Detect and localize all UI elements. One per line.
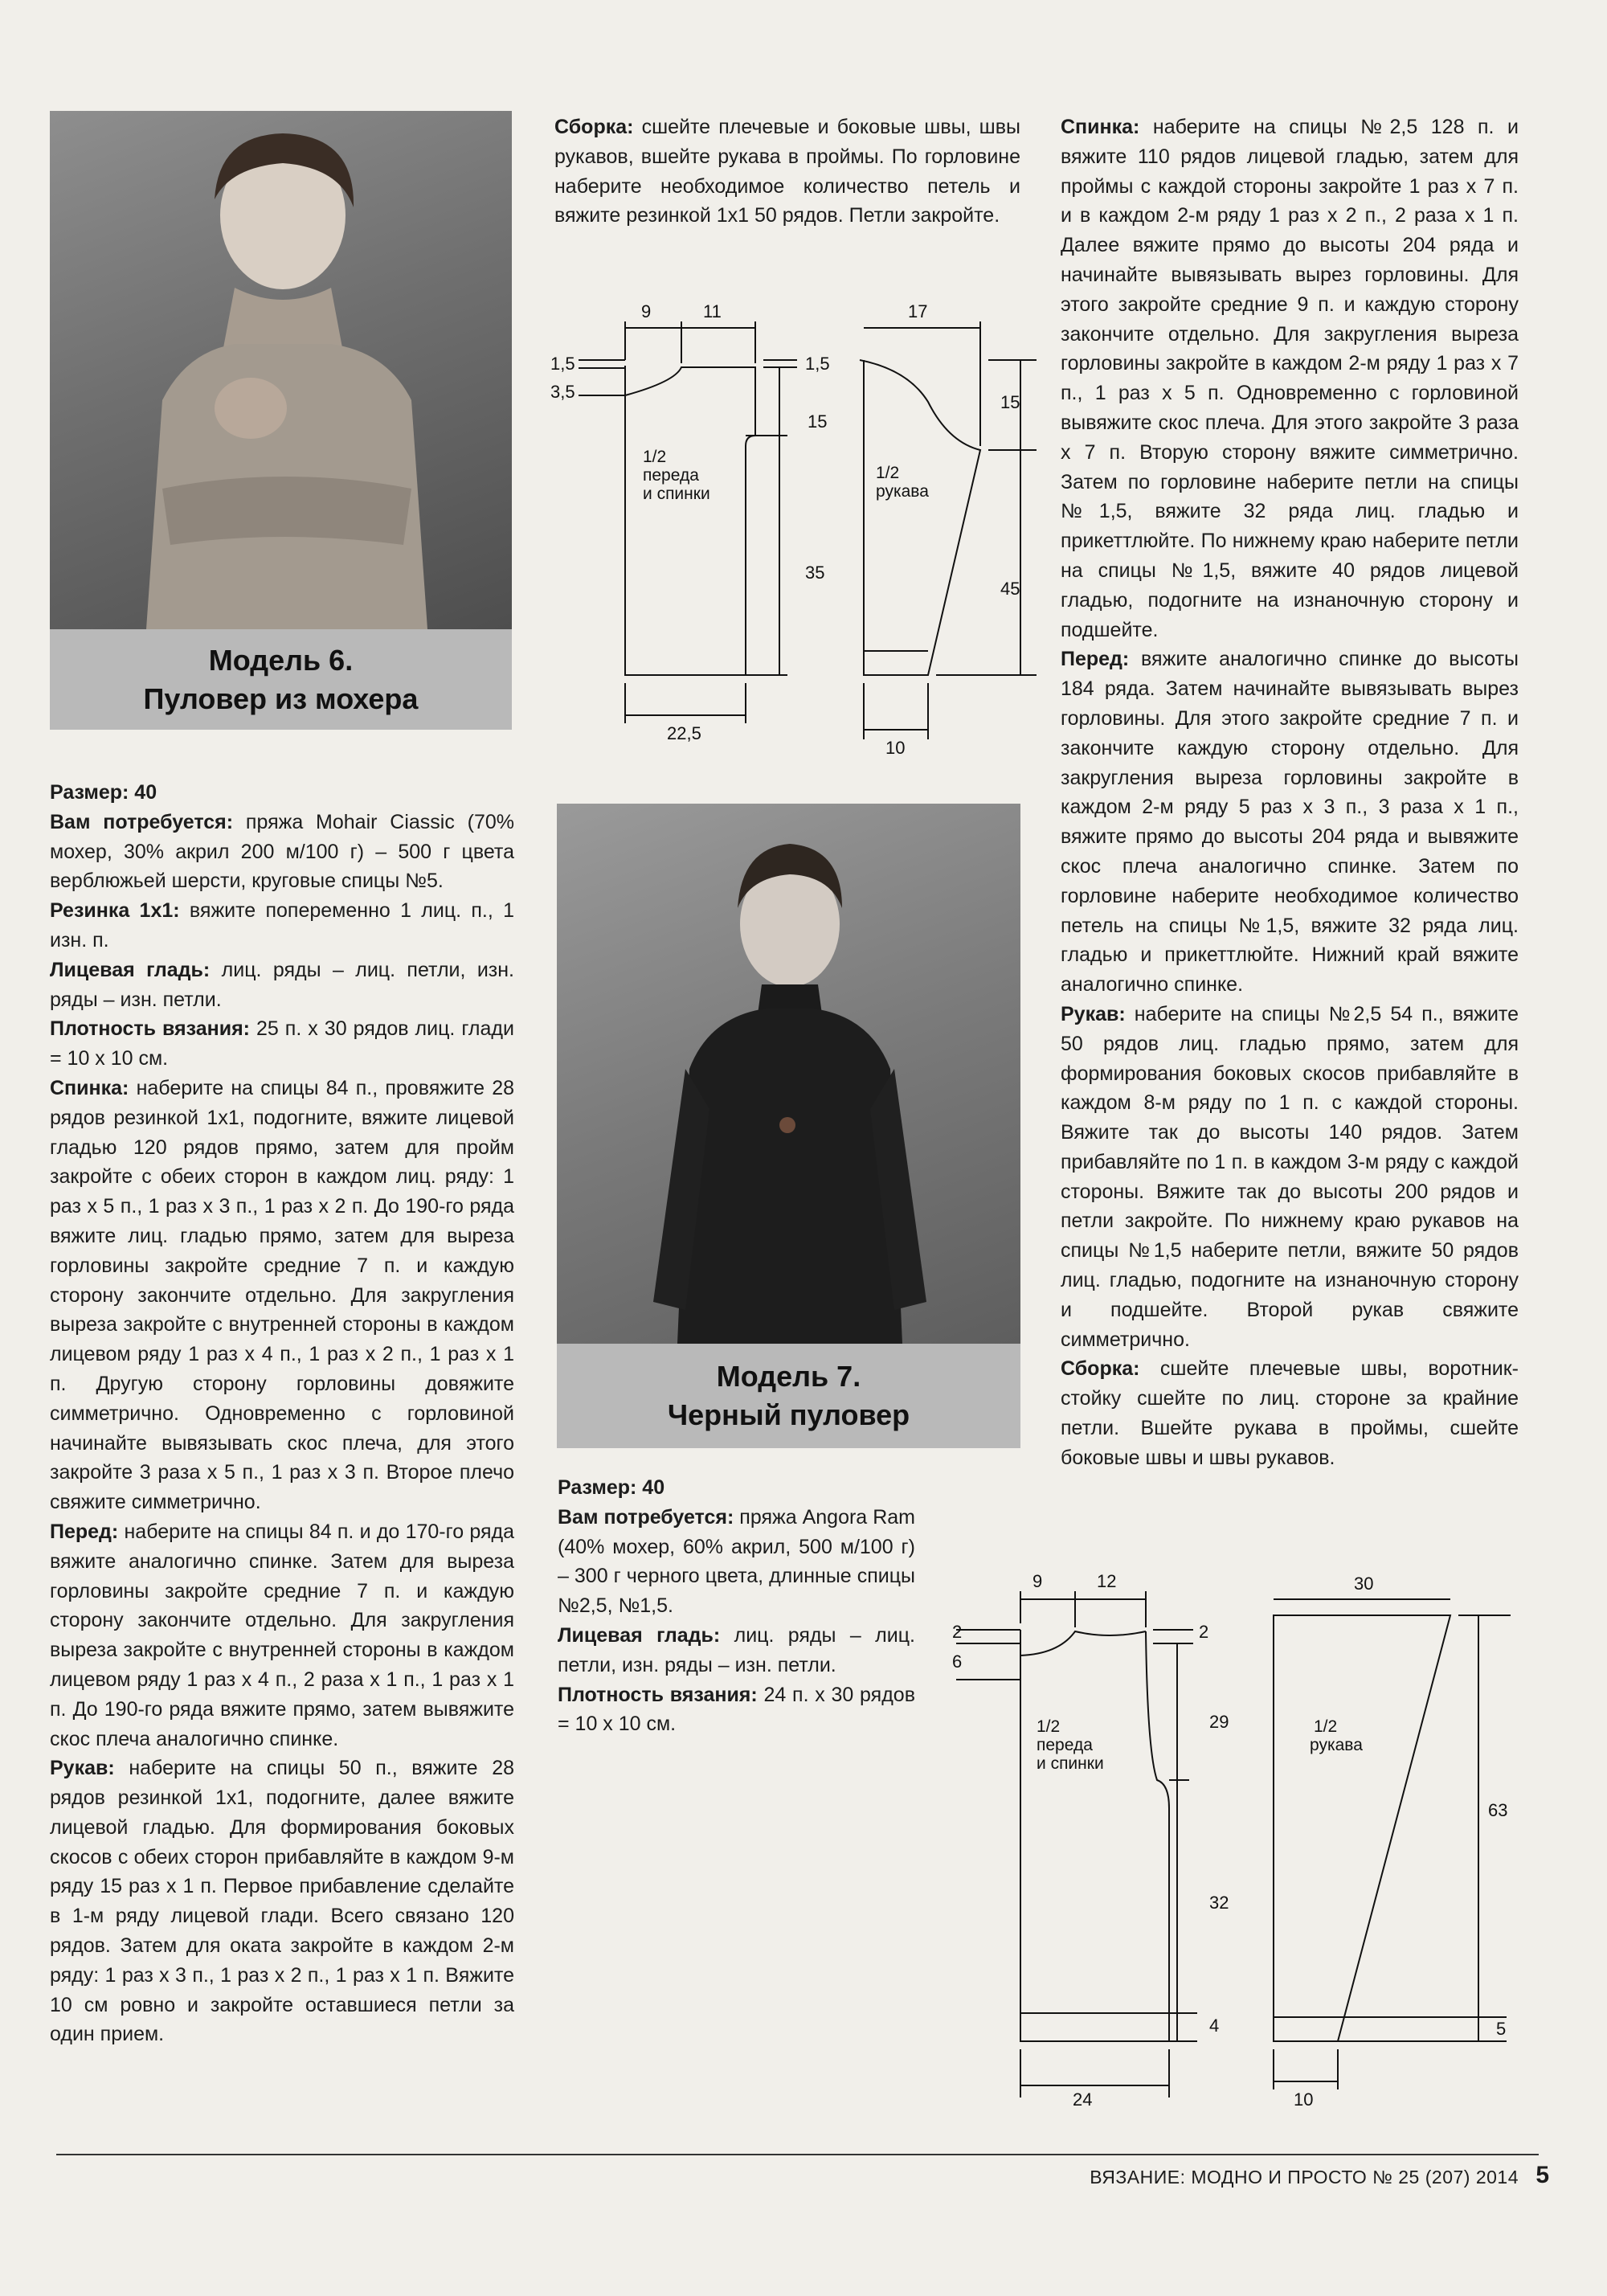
dim-15-body: 15	[808, 411, 828, 432]
dim-30: 30	[1354, 1574, 1374, 1594]
body-label-3: и спинки	[643, 485, 710, 503]
model6-back: Спинка: наберите на спицы 84 п., провяжите 28 рядов резинкой 1х1, подогните, вяжите лицевой гладью 120 рядов прямо, затем для пройм закройте с обеих сторон в каждом лиц. ряду: 1 раз х 5 п., 1 раз х 3 п., 1 раз х 2 п. До 190-го ряда вяжите лиц. гладью прямо, затем для выреза горловины закройте средние 7 п. и каждую сторону закончите отдельно. Для закругления выреза закройте с внутренней стороны в каждом лицевом ряду 1 раз х 4 п., 1 раз х 2 п., 1 раз х 1 п. Другую сторону горловины довяжите симметрично. Одновременно с горловиной начинайте вывязывать скос плеча, для этого закройте 3 раза х 5 п., 1 раз х 3 п. Второе плечо свяжите симметрично.	[50, 1076, 514, 1514]
sleeve-label-1: 1/2	[1314, 1717, 1338, 1736]
dim-22-5: 22,5	[667, 723, 701, 743]
body-label-2: переда	[1037, 1736, 1093, 1754]
model7-size: Размер: 40	[558, 1476, 665, 1499]
model7-front: Перед: вяжите аналогично спинке до высоты 184 ряда. Затем начинайте вывязывать вырез горловины. Для этого закройте средние 7 п. и закончите каждую сторону отдельно. Для закругления выреза горловины закройте в каждом 2-м ряду 5 раз х 3 п., 3 раза х 1 п., вяжите прямо до высоты 204 ряда и вывяжите скос плеча аналогично спинке. Затем по горловине наберите необходимое количество петель на спицы №1,5, вяжите 32 ряда лиц. гладью и прикеттлюйте. Нижний край вяжите аналогично спинке.	[1061, 648, 1519, 997]
dim-1-5-left: 1,5	[550, 354, 575, 374]
model7-sleeve: Рукав: наберите на спицы №2,5 54 п., вяжите 50 рядов лиц. гладью прямо, затем для формирования боковых скосов прибавляйте в каждом 8-м ряду по 1 п. с каждой стороны. Вяжите так до высоты 140 рядов. Затем прибавляйте по 1 п. в каждом 3-м ряду с каждой стороны. Вяжите так до высоты 200 рядов и петли закройте. По нижнему краю рукавов на спицы №1,5 наберите петли, вяжите 50 рядов лиц. гладью, подогните на изнаночную сторону и подшейте. Второй рукав свяжите симметрично.	[1061, 1002, 1519, 1351]
model6-schematic	[538, 289, 1045, 763]
model7-assembly: Сборка: сшейте плечевые швы, воротник-стойку сшейте по лиц. стороне за крайние петли. Вшейте рукава в проймы, сшейте боковые швы и швы рукавов.	[1061, 1357, 1519, 1469]
dim-9: 9	[641, 301, 652, 321]
model6-rib: Резинка 1х1: вяжите попеременно 1 лиц. п., 1 изн. п.	[50, 899, 515, 952]
dim-10: 10	[1294, 2089, 1314, 2110]
model6-front: Перед: наберите на спицы 84 п. и до 170-го ряда вяжите аналогично спинке. Затем для выреза горловины закройте средние 7 п. и каждую сторону закончите отдельно. Для закругления выреза закройте с внутренней стороны в каждом лицевом ряду 1 раз х 4 п., 2 раза х 1 п., 1 раз х 1 п. До 190-го ряда вяжите прямо, затем вывяжите скос плеча аналогично спинке.	[50, 1520, 514, 1750]
model7-text-column	[558, 1473, 915, 1739]
footer-rule	[56, 2154, 1539, 2155]
model6-sleeve: Рукав: наберите на спицы 50 п., вяжите 28 рядов резинкой 1х1, подогните, далее вяжите лицевой гладью. Для формирования боковых скосов с обеих сторон прибавляйте в каждом 9-м ряду 15 раз х 1 п. Первое прибавление сделайте в 1-м ряду лицевой глади. Всего связано 120 рядов. Затем для оката закройте в каждом 2-м ряду: 1 раз х 3 п., 1 раз х 2 п., 1 раз х 1 п. Вяжите 10 см ровно и закройте оставшиеся петли за один прием.	[50, 1757, 514, 2046]
woman-in-black-sweater-illustration	[557, 804, 1020, 1344]
dim-1-5-right: 1,5	[805, 354, 830, 374]
dim-63: 63	[1488, 1800, 1508, 1820]
dim-10: 10	[885, 738, 906, 758]
sleeve-label-2: рукава	[1310, 1736, 1363, 1754]
dim-35: 35	[805, 563, 825, 583]
model6-pattern-diagram	[538, 289, 1045, 763]
model7-photo	[557, 804, 1020, 1344]
model7-pattern-diagram	[916, 1567, 1543, 2114]
dim-17: 17	[908, 301, 928, 321]
model7-stockinette: Лицевая гладь: лиц. ряды – лиц. петли, изн. ряды – изн. петли.	[558, 1623, 915, 1676]
model6-caption	[50, 629, 512, 730]
dim-2-left: 2	[952, 1622, 963, 1642]
dim-9: 9	[1032, 1571, 1043, 1591]
dim-24: 24	[1073, 2089, 1093, 2110]
page-number: 5	[1535, 2162, 1549, 2188]
dim-5: 5	[1496, 2019, 1507, 2039]
dim-4: 4	[1209, 2016, 1220, 2036]
model7-schematic	[916, 1567, 1543, 2114]
body-label-3: и спинки	[1037, 1754, 1104, 1773]
model7-caption	[557, 1344, 1020, 1448]
model6-text-column	[50, 778, 514, 2049]
model6-gauge: Плотность вязания: 25 п. х 30 рядов лиц. глади = 10 х 10 см.	[50, 1017, 514, 1070]
model6-caption-title: Модель 6.	[208, 643, 354, 677]
woman-in-mohair-sweater-illustration	[50, 111, 512, 629]
model6-stockinette: Лицевая гладь: лиц. ряды – лиц. петли, изн. ряды – изн. петли.	[50, 958, 515, 1011]
dim-32: 32	[1209, 1893, 1229, 1913]
dim-45: 45	[1000, 579, 1020, 599]
model6-photo	[50, 111, 512, 629]
dim-29: 29	[1209, 1712, 1229, 1732]
model7-continued-column	[1061, 113, 1519, 1473]
body-label-2: переда	[643, 466, 699, 485]
model6-assembly: Сборка: сшейте плечевые и боковые швы, швы рукавов, вшейте рукава в проймы. По горловине наберите необходимое количество петель и вяжите резинкой 1х1 50 рядов. Петли закройте.	[554, 116, 1020, 227]
model6-materials: Вам потребуется: пряжа Mohair Ciassic (70% мохер, 30% акрил 200 м/100 г) – 500 г цвета верблюжьей шерсти, круговые спицы №5.	[50, 810, 514, 893]
dim-3-5: 3,5	[550, 382, 575, 402]
sleeve-label-2: рукава	[876, 482, 929, 501]
body-label-1: 1/2	[1037, 1717, 1061, 1736]
dim-11: 11	[703, 301, 722, 321]
dim-2-right: 2	[1199, 1622, 1209, 1642]
model7-back: Спинка: наберите на спицы №2,5 128 п. и вяжите 110 рядов лицевой гладью, затем для проймы с каждой стороны закройте 1 раз х 7 п. и в каждом 2-м ряду 1 раз х 2 п., 2 раза х 1 п. Далее вяжите прямо до высоты 204 ряда и начинайте вывязывать вырез горловины. Для этого закройте средние 9 п. и каждую сторону закончите отдельно. Для закругления выреза горловины закройте в каждом 2-м ряду 1 раз х 7 п., 1 раз х 5 п. Одновременно с горловиной вывяжите скос плеча. Для этого закройте 3 раза х 7 п. Вторую сторону вяжите симметрично. Затем по горловине наберите петли на спицы №1,5, вяжите 32 ряда лиц. гладью и прикеттлюйте. По нижнему краю наберите петли на спицы №1,5, вяжите 40 рядов лицевой гладью, подогните на изнаночную сторону и подшейте.	[1061, 116, 1519, 641]
model7-caption-subtitle: Черный пуловер	[667, 1398, 910, 1431]
dim-12: 12	[1097, 1571, 1117, 1591]
model7-materials: Вам потребуется: пряжа Angora Ram (40% мохер, 60% акрил, 500 м/100 г) – 300 г черного цвета, длинные спицы №2,5, №1,5.	[558, 1505, 915, 1618]
dim-6: 6	[952, 1651, 963, 1672]
dim-15-sleeve: 15	[1000, 392, 1020, 412]
footer-magazine-title: ВЯЗАНИЕ: МОДНО И ПРОСТО № 25 (207) 2014	[1090, 2167, 1519, 2188]
sleeve-label-1: 1/2	[876, 464, 900, 482]
model6-caption-subtitle: Пуловер из мохера	[143, 681, 419, 715]
model7-gauge: Плотность вязания: 24 п. х 30 рядов = 10 х 10 см.	[558, 1683, 915, 1736]
model6-size: Размер: 40	[50, 781, 157, 804]
model7-caption-title: Модель 7.	[716, 1360, 861, 1393]
body-label-1: 1/2	[643, 448, 667, 466]
